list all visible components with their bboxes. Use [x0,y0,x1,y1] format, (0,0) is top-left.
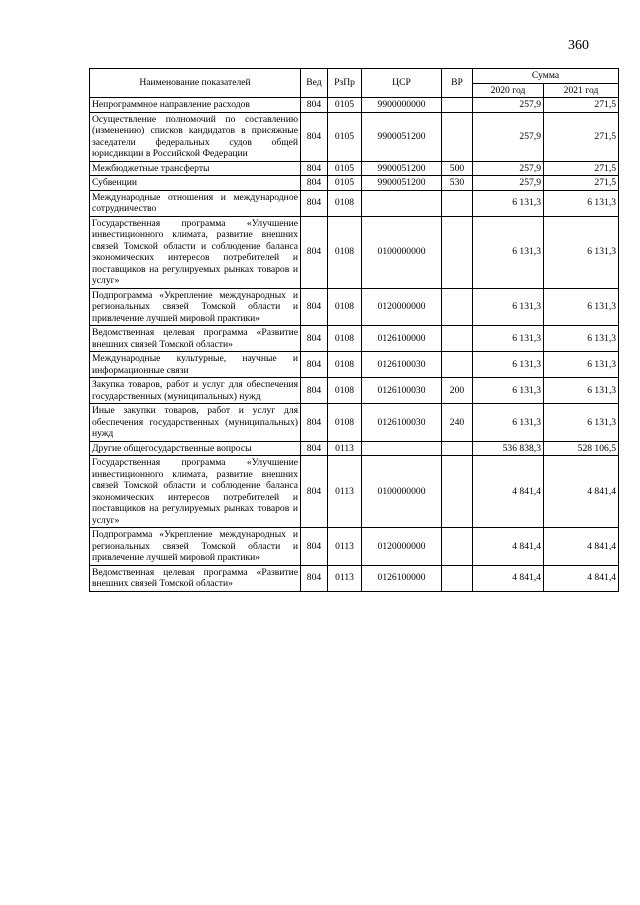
cell-2021: 6 131,3 [544,216,619,288]
cell-2020: 536 838,3 [473,441,544,456]
cell-2020: 257,9 [473,176,544,191]
cell-rzpr: 0108 [328,326,362,352]
cell-name: Межбюджетные трансферты [90,161,301,176]
cell-vr [442,216,473,288]
header-sum: Сумма [473,69,619,84]
cell-2021: 4 841,4 [544,456,619,528]
cell-name: Подпрограмма «Укрепление международных и региональных связей Томской области и привлечение лучшей мировой практики» [90,528,301,566]
cell-ved: 804 [301,378,328,404]
cell-vr: 200 [442,378,473,404]
cell-rzpr: 0108 [328,190,362,216]
header-ved: Вед [301,69,328,98]
cell-2021: 6 131,3 [544,404,619,442]
cell-2021: 6 131,3 [544,190,619,216]
cell-ved: 804 [301,528,328,566]
cell-2021: 4 841,4 [544,528,619,566]
cell-csr: 0100000000 [362,216,442,288]
cell-csr: 0126100000 [362,565,442,591]
cell-csr: 0126100030 [362,404,442,442]
cell-ved: 804 [301,326,328,352]
table-row [90,326,619,352]
cell-2020: 6 131,3 [473,216,544,288]
table-row [90,528,619,566]
cell-rzpr: 0105 [328,161,362,176]
cell-vr [442,441,473,456]
cell-2020: 6 131,3 [473,404,544,442]
cell-csr [362,441,442,456]
table-row [90,288,619,326]
table-row [90,456,619,528]
cell-ved: 804 [301,190,328,216]
cell-csr: 0126100000 [362,326,442,352]
cell-vr [442,565,473,591]
cell-rzpr: 0113 [328,565,362,591]
header-vr: ВР [442,69,473,98]
cell-2020: 6 131,3 [473,190,544,216]
cell-rzpr: 0105 [328,112,362,161]
cell-name: Ведомственная целевая программа «Развитие внешних связей Томской области» [90,565,301,591]
header-csr: ЦСР [362,69,442,98]
cell-csr [362,190,442,216]
cell-csr: 0126100030 [362,378,442,404]
table-row [90,161,619,176]
header-name: Наименование показателей [90,69,301,98]
cell-2021: 271,5 [544,161,619,176]
cell-rzpr: 0108 [328,378,362,404]
page-number: 360 [568,38,589,53]
table-row [90,112,619,161]
table-row [90,378,619,404]
cell-2020: 257,9 [473,98,544,113]
cell-name: Международные культурные, научные и информационные связи [90,352,301,378]
table-row [90,190,619,216]
cell-rzpr: 0113 [328,441,362,456]
table-body [90,98,619,592]
cell-vr [442,112,473,161]
cell-name: Государственная программа «Улучшение инвестиционного климата, развитие внешних связей Томской области и соблюдение баланса экономических интересов потребителей и поставщиков на регулируемых рынках товаров и услуг» [90,216,301,288]
cell-vr [442,528,473,566]
header-year-2021: 2021 год [544,83,619,98]
cell-ved: 804 [301,161,328,176]
cell-csr: 9900051200 [362,176,442,191]
cell-ved: 804 [301,565,328,591]
cell-2020: 4 841,4 [473,565,544,591]
cell-2021: 6 131,3 [544,326,619,352]
cell-2020: 6 131,3 [473,288,544,326]
cell-name: Закупка товаров, работ и услуг для обеспечения государственных (муниципальных) нужд [90,378,301,404]
cell-rzpr: 0108 [328,404,362,442]
cell-2021: 271,5 [544,112,619,161]
table-row [90,216,619,288]
cell-csr: 9900051200 [362,112,442,161]
cell-name: Подпрограмма «Укрепление международных и региональных связей Томской области и привлечение лучшей мировой практики» [90,288,301,326]
cell-csr: 0126100030 [362,352,442,378]
cell-rzpr: 0113 [328,456,362,528]
cell-vr [442,98,473,113]
cell-ved: 804 [301,441,328,456]
table-row [90,352,619,378]
cell-vr [442,288,473,326]
cell-rzpr: 0108 [328,288,362,326]
cell-vr: 530 [442,176,473,191]
cell-name: Иные закупки товаров, работ и услуг для обеспечения государственных (муниципальных) нужд [90,404,301,442]
cell-2020: 6 131,3 [473,378,544,404]
cell-name: Государственная программа «Улучшение инвестиционного климата, развитие внешних связей Томской области и соблюдение баланса экономических интересов потребителей и поставщиков на регулируемых рынках товаров и услуг» [90,456,301,528]
cell-2021: 271,5 [544,176,619,191]
cell-csr: 9900051200 [362,161,442,176]
cell-rzpr: 0105 [328,176,362,191]
cell-csr: 0120000000 [362,288,442,326]
header-year-2020: 2020 год [473,83,544,98]
cell-rzpr: 0105 [328,98,362,113]
cell-rzpr: 0108 [328,216,362,288]
cell-2020: 6 131,3 [473,352,544,378]
cell-vr: 240 [442,404,473,442]
cell-name: Другие общегосударственные вопросы [90,441,301,456]
budget-table [89,68,619,592]
cell-vr [442,326,473,352]
cell-ved: 804 [301,216,328,288]
header-rzpr: РзПр [328,69,362,98]
table-row [90,441,619,456]
cell-ved: 804 [301,288,328,326]
table-row [90,176,619,191]
cell-name: Международные отношения и международное сотрудничество [90,190,301,216]
cell-vr [442,456,473,528]
cell-2021: 6 131,3 [544,288,619,326]
cell-csr: 9900000000 [362,98,442,113]
cell-2021: 528 106,5 [544,441,619,456]
cell-2021: 271,5 [544,98,619,113]
cell-2020: 257,9 [473,112,544,161]
cell-name: Ведомственная целевая программа «Развитие внешних связей Томской области» [90,326,301,352]
cell-2020: 257,9 [473,161,544,176]
table-row [90,404,619,442]
cell-2020: 6 131,3 [473,326,544,352]
cell-2020: 4 841,4 [473,528,544,566]
cell-rzpr: 0113 [328,528,362,566]
cell-name: Непрограммное направление расходов [90,98,301,113]
table-row [90,98,619,113]
cell-ved: 804 [301,98,328,113]
table-row [90,565,619,591]
cell-vr [442,352,473,378]
cell-csr: 0120000000 [362,528,442,566]
cell-ved: 804 [301,176,328,191]
cell-2021: 6 131,3 [544,378,619,404]
table-header [90,69,619,98]
cell-name: Субвенции [90,176,301,191]
cell-vr: 500 [442,161,473,176]
cell-name: Осуществление полномочий по составлению (изменению) списков кандидатов в присяжные заседатели федеральных судов общей юрисдикции в Российской Федерации [90,112,301,161]
cell-2020: 4 841,4 [473,456,544,528]
cell-csr: 0100000000 [362,456,442,528]
cell-ved: 804 [301,456,328,528]
cell-2021: 6 131,3 [544,352,619,378]
cell-rzpr: 0108 [328,352,362,378]
cell-vr [442,190,473,216]
cell-ved: 804 [301,112,328,161]
cell-ved: 804 [301,404,328,442]
cell-2021: 4 841,4 [544,565,619,591]
cell-ved: 804 [301,352,328,378]
